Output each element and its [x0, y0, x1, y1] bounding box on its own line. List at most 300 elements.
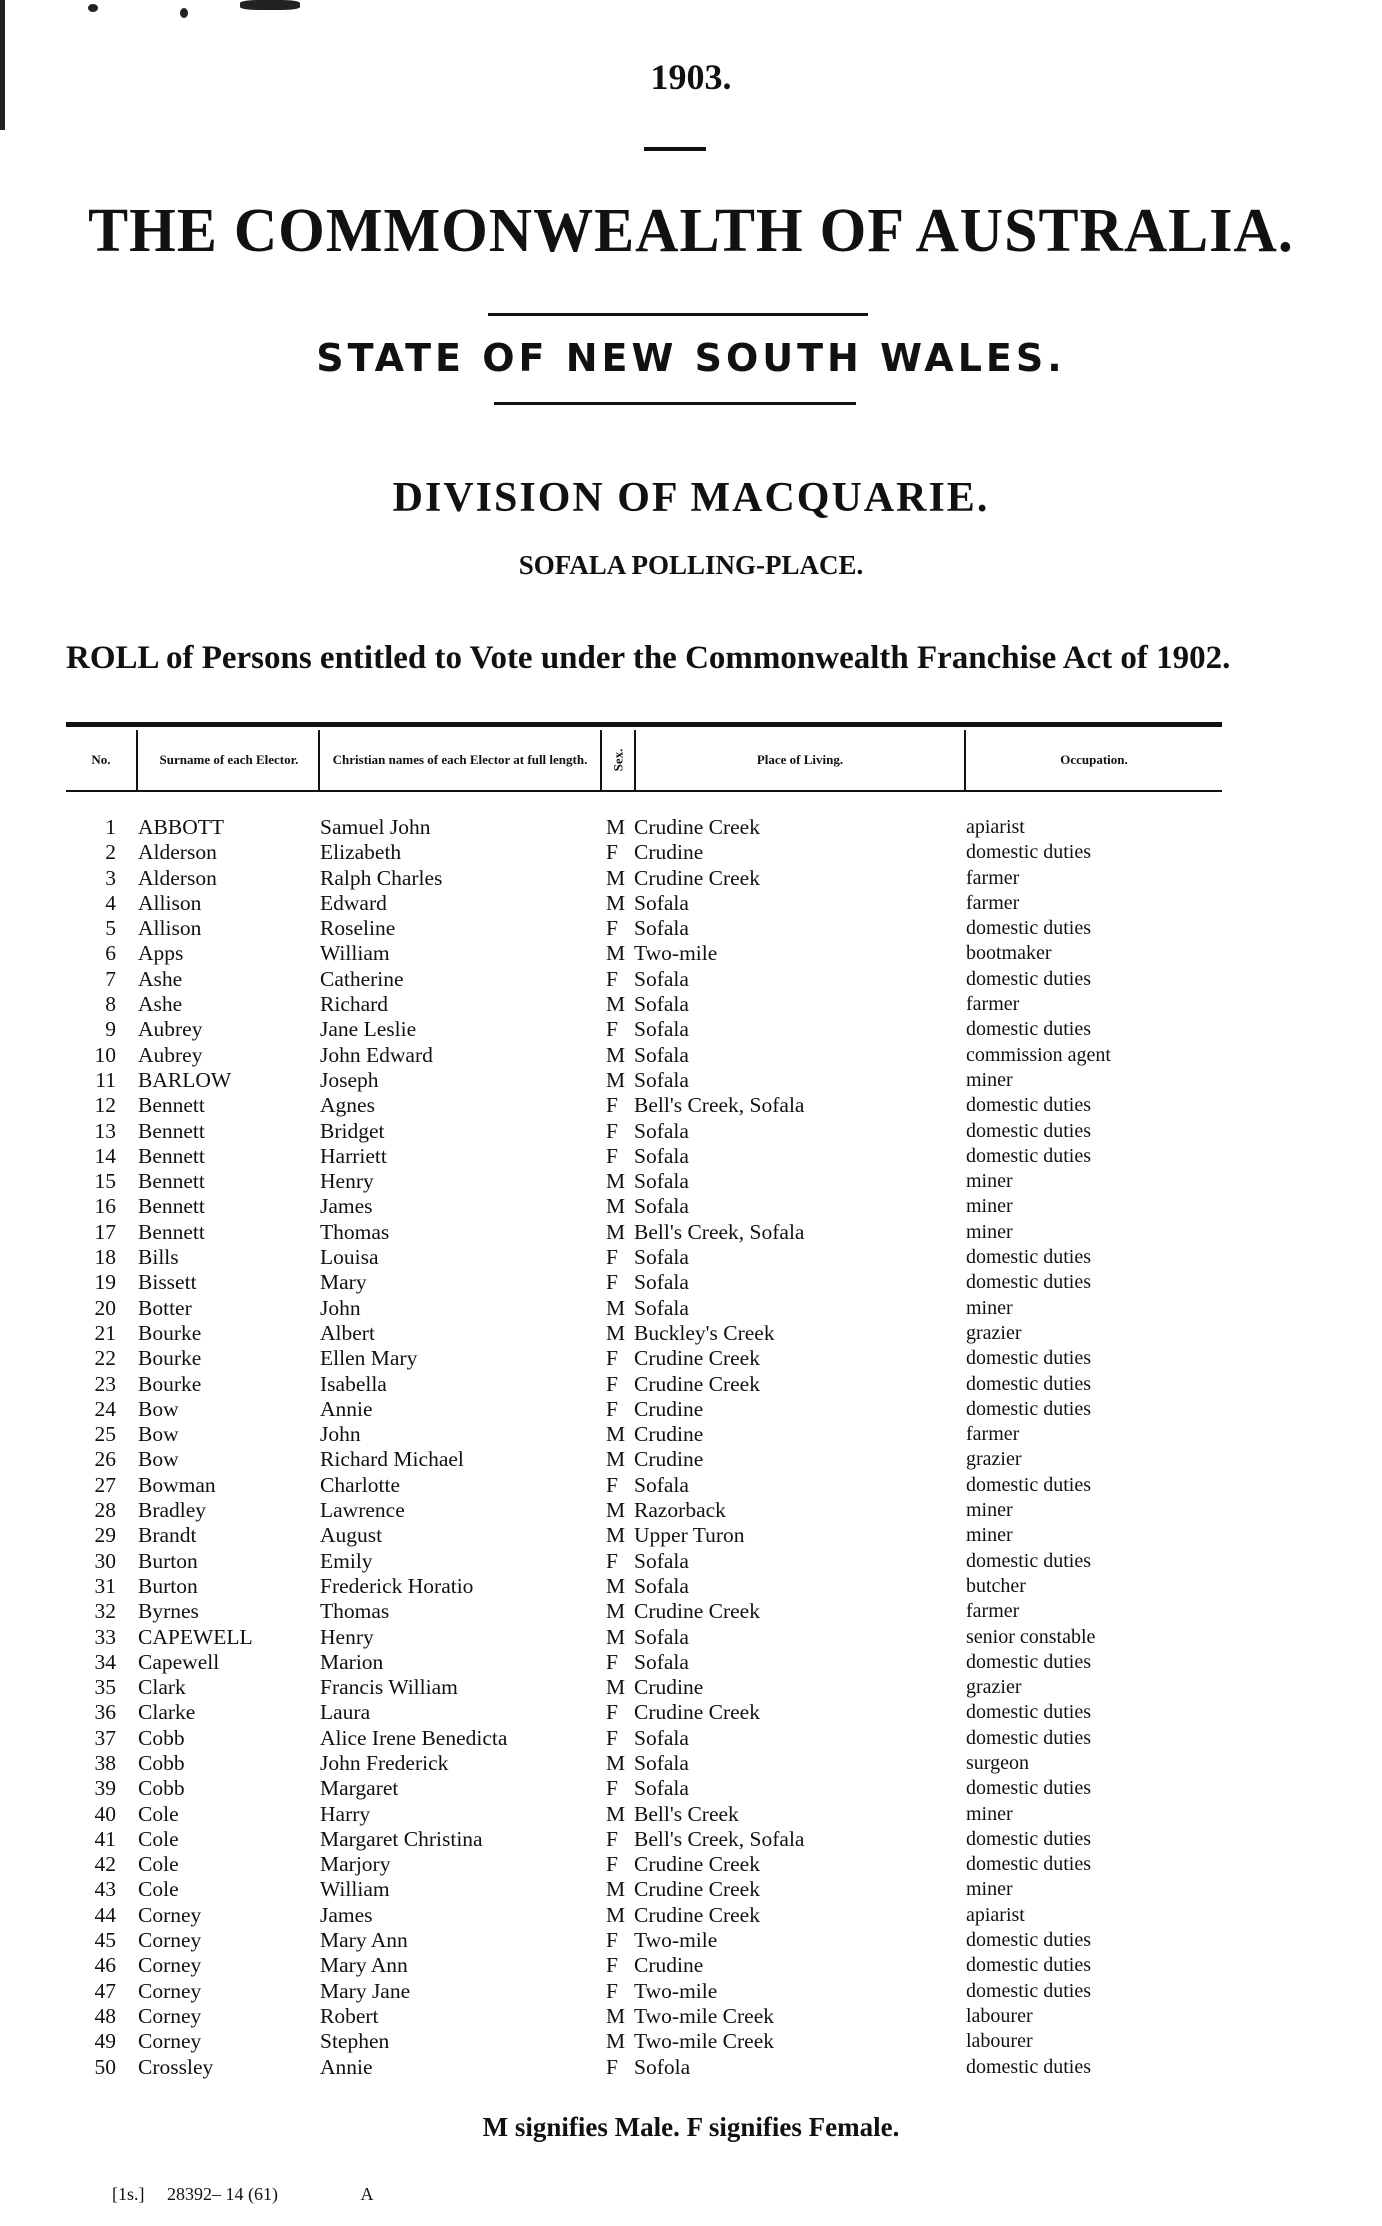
row-number: 24	[94, 1396, 116, 1421]
row-surname: Bennett	[138, 1194, 205, 1219]
row-place-of-living: Sofala	[634, 1169, 689, 1194]
row-christian-names: Ralph Charles	[320, 865, 443, 890]
row-place-of-living: Sofala	[634, 966, 689, 991]
row-sex: M	[606, 1877, 626, 1902]
row-sex: M	[606, 865, 626, 890]
table-row	[0, 815, 1382, 840]
row-occupation: miner	[966, 1296, 1013, 1319]
row-surname: ABBOTT	[138, 815, 224, 839]
row-place-of-living: Sofola	[634, 2054, 691, 2079]
row-christian-names: Alice Irene Benedicta	[320, 1725, 508, 1750]
row-number: 50	[94, 2054, 116, 2079]
row-occupation: apiarist	[966, 816, 1025, 838]
row-christian-names: Charlotte	[320, 1472, 401, 1497]
row-sex: M	[606, 815, 626, 839]
table-row	[0, 1979, 1382, 2004]
row-occupation: domestic duties	[966, 1549, 1091, 1572]
row-sex: F	[606, 1776, 618, 1801]
table-row	[0, 1523, 1382, 1548]
row-place-of-living: Buckley's Creek	[634, 1320, 775, 1345]
printer-code-line	[112, 2184, 392, 2205]
column-divider	[136, 730, 138, 790]
row-place-of-living: Crudine Creek	[634, 1599, 760, 1624]
row-surname: Cole	[138, 1852, 179, 1877]
table-row	[0, 1296, 1382, 1321]
row-occupation: domestic duties	[966, 1473, 1091, 1496]
row-surname: Corney	[138, 1902, 202, 1927]
row-surname: Cole	[138, 1877, 179, 1902]
row-surname: Bow	[138, 1447, 179, 1472]
row-place-of-living: Crudine	[634, 840, 704, 865]
row-number: 39	[94, 1776, 116, 1801]
row-occupation: miner	[966, 1220, 1013, 1243]
row-occupation: domestic duties	[966, 1701, 1091, 1724]
row-number: 2	[105, 840, 116, 865]
column-divider	[318, 730, 320, 790]
row-occupation: butcher	[966, 1574, 1026, 1597]
table-row	[0, 1549, 1382, 1574]
row-number: 12	[94, 1093, 116, 1118]
row-number: 29	[94, 1523, 116, 1548]
row-sex: F	[606, 916, 618, 941]
row-christian-names: Joseph	[320, 1067, 379, 1092]
row-number: 17	[94, 1219, 116, 1244]
row-surname: Bourke	[138, 1371, 202, 1396]
row-occupation: domestic duties	[966, 1777, 1091, 1800]
row-number: 13	[94, 1118, 116, 1143]
row-occupation: domestic duties	[966, 1271, 1091, 1294]
row-occupation: domestic duties	[966, 1853, 1091, 1876]
row-christian-names: Mary Ann	[320, 1953, 408, 1978]
row-sex: F	[606, 1548, 618, 1573]
row-place-of-living: Crudine Creek	[634, 815, 760, 839]
table-row	[0, 1599, 1382, 1624]
divider-rule	[494, 402, 856, 405]
row-christian-names: Henry	[320, 1169, 374, 1194]
row-christian-names: Margaret	[320, 1776, 399, 1801]
row-number: 19	[94, 1270, 116, 1295]
row-surname: Cole	[138, 1826, 179, 1851]
row-place-of-living: Sofala	[634, 1548, 689, 1573]
row-sex: M	[606, 1422, 626, 1447]
row-surname: Bennett	[138, 1219, 205, 1244]
table-row	[0, 1953, 1382, 1978]
row-sex: M	[606, 1498, 626, 1523]
row-place-of-living: Bell's Creek, Sofala	[634, 1093, 805, 1118]
row-occupation: domestic duties	[966, 1119, 1091, 1142]
row-surname: Corney	[138, 2003, 202, 2028]
row-occupation: apiarist	[966, 1903, 1025, 1926]
row-christian-names: William	[320, 1877, 390, 1902]
row-place-of-living: Sofala	[634, 1573, 689, 1598]
row-sex: F	[606, 1346, 618, 1371]
table-row	[0, 1498, 1382, 1523]
row-number: 16	[94, 1194, 116, 1219]
table-row	[0, 1473, 1382, 1498]
table-row	[0, 967, 1382, 992]
table-header-bottom-rule	[66, 790, 1222, 792]
row-christian-names: Albert	[320, 1320, 375, 1345]
row-surname: Alderson	[138, 865, 217, 890]
row-surname: CAPEWELL	[138, 1624, 253, 1649]
row-place-of-living: Two-mile Creek	[634, 2029, 774, 2054]
table-row	[0, 1675, 1382, 1700]
row-place-of-living: Crudine Creek	[634, 1371, 760, 1396]
table-row	[0, 1346, 1382, 1371]
row-christian-names: John Edward	[320, 1042, 433, 1067]
row-number: 34	[94, 1649, 116, 1674]
row-number: 5	[105, 916, 116, 941]
sex-legend: M signifies Male. F signifies Female.	[482, 2112, 900, 2142]
row-christian-names: Bridget	[320, 1118, 385, 1143]
row-christian-names: Stephen	[320, 2029, 390, 2054]
row-place-of-living: Crudine Creek	[634, 1852, 760, 1877]
row-occupation: domestic duties	[966, 1726, 1091, 1749]
row-occupation: farmer	[966, 993, 1020, 1016]
row-christian-names: Agnes	[320, 1093, 375, 1118]
row-christian-names: Samuel John	[320, 815, 431, 839]
row-christian-names: August	[320, 1523, 383, 1548]
row-place-of-living: Sofala	[634, 1245, 689, 1270]
row-place-of-living: Crudine	[634, 1447, 704, 1472]
row-number: 30	[94, 1548, 116, 1573]
table-row	[0, 992, 1382, 1017]
row-number: 7	[105, 966, 116, 991]
header-place-of-living: Place of Living.	[756, 752, 844, 767]
ink-speck	[240, 0, 300, 10]
row-sex: M	[606, 1169, 626, 1194]
row-surname: Burton	[138, 1573, 198, 1598]
table-row	[0, 1043, 1382, 1068]
table-row	[0, 866, 1382, 891]
row-place-of-living: Two-mile	[634, 941, 718, 966]
row-surname: Cole	[138, 1801, 179, 1826]
row-sex: M	[606, 1902, 626, 1927]
row-surname: Bissett	[138, 1270, 197, 1295]
row-number: 20	[94, 1295, 116, 1320]
row-number: 43	[94, 1877, 116, 1902]
row-sex: M	[606, 2003, 626, 2028]
row-occupation: bootmaker	[966, 942, 1052, 965]
row-number: 37	[94, 1725, 116, 1750]
row-christian-names: Elizabeth	[320, 840, 402, 865]
row-place-of-living: Sofala	[634, 916, 689, 941]
row-occupation: miner	[966, 1195, 1013, 1218]
row-place-of-living: Bell's Creek, Sofala	[634, 1826, 805, 1851]
table-row	[0, 2004, 1382, 2029]
row-sex: F	[606, 1826, 618, 1851]
row-surname: Botter	[138, 1295, 192, 1320]
row-surname: Bennett	[138, 1143, 205, 1168]
row-occupation: farmer	[966, 891, 1020, 914]
row-sex: M	[606, 1447, 626, 1472]
row-occupation: domestic duties	[966, 1827, 1091, 1850]
row-place-of-living: Razorback	[634, 1498, 726, 1523]
table-row	[0, 1574, 1382, 1599]
row-sex: M	[606, 1219, 626, 1244]
row-christian-names: Frederick Horatio	[320, 1573, 474, 1598]
row-surname: Corney	[138, 1928, 202, 1953]
table-row	[0, 1903, 1382, 1928]
row-number: 40	[94, 1801, 116, 1826]
table-row	[0, 1928, 1382, 1953]
row-surname: Bennett	[138, 1093, 205, 1118]
row-sex: M	[606, 1523, 626, 1548]
row-occupation: miner	[966, 1524, 1013, 1547]
row-number: 33	[94, 1624, 116, 1649]
table-row	[0, 1877, 1382, 1902]
divider-rule	[644, 147, 706, 151]
row-surname: Aubrey	[138, 1042, 203, 1067]
row-surname: Crossley	[138, 2054, 214, 2079]
row-number: 9	[105, 1017, 116, 1042]
row-christian-names: Catherine	[320, 966, 404, 991]
row-number: 22	[94, 1346, 116, 1371]
row-christian-names: Ellen Mary	[320, 1346, 418, 1371]
row-christian-names: Isabella	[320, 1371, 387, 1396]
table-row	[0, 1700, 1382, 1725]
row-occupation: labourer	[966, 2004, 1033, 2027]
row-sex: F	[606, 1472, 618, 1497]
row-occupation: domestic duties	[966, 1372, 1091, 1395]
roll-title: ROLL of Persons entitled to Vote under the Commonwealth Franchise Act of 1902.	[66, 640, 1231, 676]
row-surname: Bennett	[138, 1118, 205, 1143]
table-row	[0, 1650, 1382, 1675]
divider-rule	[488, 313, 868, 316]
row-sex: M	[606, 1599, 626, 1624]
row-sex: M	[606, 1067, 626, 1092]
row-surname: Bowman	[138, 1472, 216, 1497]
header-no: No.	[91, 752, 111, 767]
row-surname: Corney	[138, 1953, 202, 1978]
row-surname: BARLOW	[138, 1067, 232, 1092]
table-row	[0, 1372, 1382, 1397]
row-occupation: grazier	[966, 1321, 1022, 1344]
row-place-of-living: Sofala	[634, 1750, 689, 1775]
row-sex: F	[606, 1649, 618, 1674]
row-occupation: grazier	[966, 1676, 1022, 1699]
row-surname: Burton	[138, 1548, 198, 1573]
row-place-of-living: Sofala	[634, 1649, 689, 1674]
row-christian-names: Richard	[320, 992, 389, 1017]
row-sex: F	[606, 1978, 618, 2003]
table-row	[0, 941, 1382, 966]
row-christian-names: Laura	[320, 1700, 371, 1725]
row-sex: F	[606, 1928, 618, 1953]
table-row	[0, 1827, 1382, 1852]
row-place-of-living: Crudine	[634, 1953, 704, 1978]
row-occupation: grazier	[966, 1448, 1022, 1471]
row-christian-names: Francis William	[320, 1675, 458, 1700]
row-number: 47	[94, 1978, 116, 2003]
row-occupation: miner	[966, 1802, 1013, 1825]
table-row	[0, 1017, 1382, 1042]
table-row	[0, 1169, 1382, 1194]
row-christian-names: Mary Jane	[320, 1978, 411, 2003]
row-christian-names: Thomas	[320, 1219, 390, 1244]
row-christian-names: William	[320, 941, 390, 966]
row-number: 28	[94, 1498, 116, 1523]
row-number: 26	[94, 1447, 116, 1472]
row-surname: Bourke	[138, 1346, 202, 1371]
row-surname: Cobb	[138, 1725, 185, 1750]
row-place-of-living: Sofala	[634, 1270, 689, 1295]
table-row	[0, 1194, 1382, 1219]
row-christian-names: James	[320, 1902, 373, 1927]
header-christian-names: Christian names of each Elector at full length.	[332, 752, 588, 767]
row-number: 48	[94, 2003, 116, 2028]
row-sex: F	[606, 1852, 618, 1877]
row-sex: M	[606, 992, 626, 1017]
row-number: 1	[105, 815, 116, 839]
table-row	[0, 1144, 1382, 1169]
row-christian-names: James	[320, 1194, 373, 1219]
row-place-of-living: Sofala	[634, 1017, 689, 1042]
row-occupation: domestic duties	[966, 1397, 1091, 1420]
row-place-of-living: Sofala	[634, 1194, 689, 1219]
state-heading: STATE OF NEW SOUTH WALES.	[316, 336, 1066, 380]
table-body	[0, 815, 1382, 2080]
table-row	[0, 1776, 1382, 1801]
row-sex: M	[606, 1320, 626, 1345]
row-christian-names: Harriett	[320, 1143, 387, 1168]
row-place-of-living: Sofala	[634, 1725, 689, 1750]
row-place-of-living: Two-mile	[634, 1928, 718, 1953]
row-place-of-living: Sofala	[634, 890, 689, 915]
row-sex: M	[606, 2029, 626, 2054]
row-place-of-living: Two-mile	[634, 1978, 718, 2003]
row-place-of-living: Sofala	[634, 1067, 689, 1092]
table-row	[0, 1447, 1382, 1472]
row-sex: F	[606, 840, 618, 865]
row-place-of-living: Crudine Creek	[634, 1877, 760, 1902]
row-christian-names: Louisa	[320, 1245, 379, 1270]
row-occupation: domestic duties	[966, 1954, 1091, 1977]
table-row	[0, 1625, 1382, 1650]
row-surname: Capewell	[138, 1649, 220, 1674]
row-surname: Ashe	[138, 992, 183, 1017]
row-occupation: miner	[966, 1170, 1013, 1193]
ink-speck	[180, 8, 188, 18]
row-occupation: commission agent	[966, 1043, 1111, 1066]
row-christian-names: John	[320, 1422, 361, 1447]
row-number: 42	[94, 1852, 116, 1877]
row-surname: Bourke	[138, 1320, 202, 1345]
row-sex: F	[606, 1143, 618, 1168]
row-occupation: farmer	[966, 1600, 1020, 1623]
row-surname: Cobb	[138, 1776, 185, 1801]
row-number: 38	[94, 1750, 116, 1775]
page-title: THE COMMONWEALTH OF AUSTRALIA.	[88, 195, 1294, 265]
row-occupation: miner	[966, 1068, 1013, 1091]
row-christian-names: Jane Leslie	[320, 1017, 417, 1042]
row-place-of-living: Two-mile Creek	[634, 2003, 774, 2028]
row-occupation: domestic duties	[966, 1929, 1091, 1952]
row-place-of-living: Crudine	[634, 1422, 704, 1447]
row-occupation: farmer	[966, 866, 1020, 889]
table-top-rule	[66, 722, 1222, 727]
table-row	[0, 1270, 1382, 1295]
row-number: 45	[94, 1928, 116, 1953]
table-row	[0, 1321, 1382, 1346]
row-number: 36	[94, 1700, 116, 1725]
row-christian-names: Robert	[320, 2003, 379, 2028]
row-number: 49	[94, 2029, 116, 2054]
row-sex: F	[606, 1725, 618, 1750]
table-row	[0, 1422, 1382, 1447]
table-row	[0, 891, 1382, 916]
row-surname: Allison	[138, 916, 202, 941]
row-place-of-living: Crudine	[634, 1675, 704, 1700]
row-place-of-living: Bell's Creek, Sofala	[634, 1219, 805, 1244]
row-christian-names: Richard Michael	[320, 1447, 464, 1472]
table-row	[0, 1726, 1382, 1751]
table-row	[0, 1093, 1382, 1118]
row-surname: Bennett	[138, 1169, 205, 1194]
row-occupation: domestic duties	[966, 1650, 1091, 1673]
row-surname: Corney	[138, 2029, 202, 2054]
table-row	[0, 840, 1382, 865]
row-occupation: domestic duties	[966, 967, 1091, 990]
row-place-of-living: Upper Turon	[634, 1523, 745, 1548]
row-christian-names: Harry	[320, 1801, 371, 1826]
row-place-of-living: Crudine Creek	[634, 865, 760, 890]
row-number: 18	[94, 1245, 116, 1270]
row-occupation: miner	[966, 1499, 1013, 1522]
table-row	[0, 1802, 1382, 1827]
table-row	[0, 2029, 1382, 2054]
row-occupation: domestic duties	[966, 1979, 1091, 2002]
row-number: 41	[94, 1826, 116, 1851]
row-occupation: domestic duties	[966, 841, 1091, 864]
row-occupation: surgeon	[966, 1751, 1029, 1774]
row-number: 3	[105, 865, 116, 890]
row-sex: F	[606, 1700, 618, 1725]
row-occupation: domestic duties	[966, 1246, 1091, 1269]
row-place-of-living: Crudine Creek	[634, 1902, 760, 1927]
table-row	[0, 1852, 1382, 1877]
row-place-of-living: Bell's Creek	[634, 1801, 739, 1826]
header-surname: Surname of each Elector.	[159, 752, 299, 767]
row-surname: Ashe	[138, 966, 183, 991]
table-row	[0, 2055, 1382, 2080]
row-number: 11	[95, 1067, 116, 1092]
row-christian-names: John Frederick	[320, 1750, 449, 1775]
row-number: 8	[105, 992, 116, 1017]
row-number: 14	[94, 1143, 116, 1168]
row-surname: Aubrey	[138, 1017, 203, 1042]
row-occupation: domestic duties	[966, 1144, 1091, 1167]
row-surname: Corney	[138, 1978, 202, 2003]
ink-speck	[88, 4, 98, 12]
table-row	[0, 1119, 1382, 1144]
print-number: 28392– 14 (61)	[167, 2184, 278, 2204]
row-place-of-living: Crudine Creek	[634, 1346, 760, 1371]
row-place-of-living: Sofala	[634, 1295, 689, 1320]
row-christian-names: Mary Ann	[320, 1928, 408, 1953]
row-sex: M	[606, 1750, 626, 1775]
row-surname: Bradley	[138, 1498, 207, 1523]
row-occupation: domestic duties	[966, 1347, 1091, 1370]
row-number: 23	[94, 1371, 116, 1396]
table-row	[0, 1068, 1382, 1093]
row-occupation: miner	[966, 1878, 1013, 1901]
row-sex: M	[606, 1675, 626, 1700]
row-number: 10	[94, 1042, 116, 1067]
row-place-of-living: Sofala	[634, 992, 689, 1017]
row-surname: Bills	[138, 1245, 179, 1270]
header-sex-label: Sex.	[610, 748, 625, 772]
